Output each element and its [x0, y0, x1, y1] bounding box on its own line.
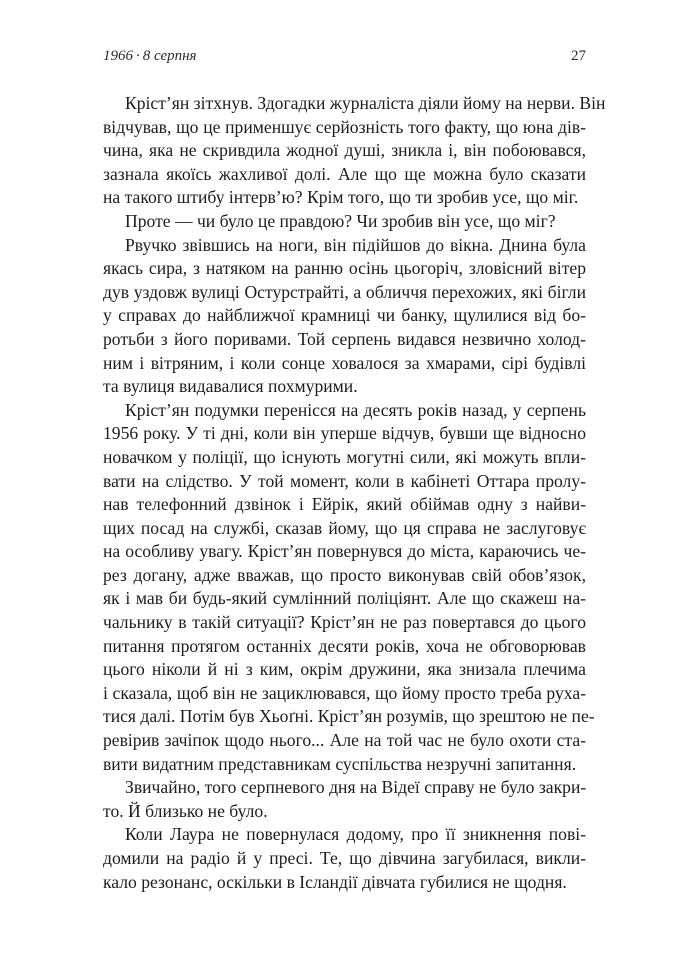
- text-line: вати на слідство. У той момент, коли в кабінеті Оттара пролу-: [103, 470, 586, 491]
- text-line: дув уздовж вулиці Остурстрайті, а обличчя перехожих, які бігли: [103, 281, 586, 302]
- paragraph: [103, 234, 586, 399]
- text-line: зазнала якоїсь жахливої долі. Але що ще можна було сказати: [103, 163, 586, 184]
- text-line: у справах до найближчої крамниці чи банку, щулилися від бо-: [103, 305, 586, 326]
- text-line: як і мав би будь-який сумлінний поліціянт. Але що скажеш на-: [103, 588, 586, 609]
- text-line: цього ніколи й ні з ким, окрім дружини, яка знизала плечима: [103, 659, 586, 680]
- running-head-chapter: 8 серпня: [142, 48, 197, 64]
- paragraph: [103, 776, 586, 823]
- running-head-title: [103, 48, 197, 65]
- text-line: чина, яка не скривдила жодної душі, зникла і, він побоювався,: [103, 140, 586, 161]
- text-line: чальнику в такій ситуації? Крiст’ян не раз повертався до цього: [103, 612, 586, 633]
- text-line: відчував, що це применшує серйозність того факту, що юна дів-: [103, 116, 586, 137]
- page-number: 27: [571, 48, 586, 64]
- text-line: і сказала, щоб він не зациклювався, що йому просто треба руха-: [103, 682, 586, 703]
- text-line: Крiст’ян зітхнув. Здогадки журналіста діяли йому на нерви. Він: [125, 93, 606, 113]
- text-line: вити видатним представникам суспільства незручні запитання.: [103, 753, 577, 774]
- text-line: рез догану, адже вважав, що просто виконував свій обов’язок,: [103, 564, 586, 585]
- text-line: нав телефонний дзвінок і Ейрік, який обіймав одну з найви-: [103, 494, 586, 515]
- text-line: на особливу увагу. Крiст’ян повернувся до міста, караючись че-: [103, 541, 586, 562]
- paragraph: [103, 92, 606, 210]
- text-line: Коли Лаура не повернулася додому, про її зникнення пові-: [125, 824, 586, 845]
- text-line: та вулиця видавалися похмурими.: [103, 376, 358, 397]
- paragraph: [103, 399, 595, 777]
- text-line: ротьби з його поривами. Той серпень видався незвично холод-: [103, 328, 586, 349]
- running-head: [103, 48, 586, 70]
- text-line: новачком у поліції, що існують могутні сили, які можуть впли-: [103, 446, 586, 467]
- text-line: Рвучко звівшись на ноги, він підійшов до вікна. Днина була: [125, 234, 586, 255]
- text-line: ревірив зачіпок щодо нього... Але на той час не було охоти ста-: [103, 730, 586, 751]
- body-text: [103, 92, 606, 894]
- text-line: щих посад на службі, сказав йому, що ця справа не заслуговує: [103, 517, 586, 538]
- text-line: ним і вітряним, і коли сонце ховалося за хмарами, сірі будівлі: [103, 352, 586, 373]
- text-line: на такого штибу інтерв’ю? Крім того, що ти зробив усе, що міг.: [103, 187, 579, 208]
- text-line: Звичайно, того серпневого дня на Відеї справу не було закри-: [125, 777, 587, 798]
- running-head-separator: ·: [136, 48, 140, 64]
- text-line: Проте — чи було це правдою? Чи зробив він усе, що міг?: [125, 210, 556, 231]
- text-line: тися далі. Потім був Хьоґні. Крiст’ян розумів, що зрештою не пе-: [103, 706, 595, 727]
- paragraph: [103, 210, 586, 234]
- text-line: якась сира, з натяком на ранню осінь цьогоріч, зловісний вітер: [103, 258, 586, 279]
- text-line: то. Й близько не було.: [103, 800, 268, 821]
- text-line: домили на радіо й у пресі. Те, що дівчина загубилася, викли-: [103, 848, 586, 868]
- text-line: питання протягом останніх десяти років, хоча не обговорював: [103, 635, 586, 656]
- text-line: Крiст’ян подумки перенісся на десять років назад, у серпень: [125, 399, 586, 420]
- running-head-year: 1966: [103, 48, 133, 64]
- paragraph: [103, 823, 586, 894]
- text-line: 1956 року. У ті дні, коли він уперше відчув, бувши ще відносно: [103, 423, 586, 444]
- text-line: кало резонанс, оскільки в Ісландії дівчата губилися не щодня.: [103, 871, 567, 892]
